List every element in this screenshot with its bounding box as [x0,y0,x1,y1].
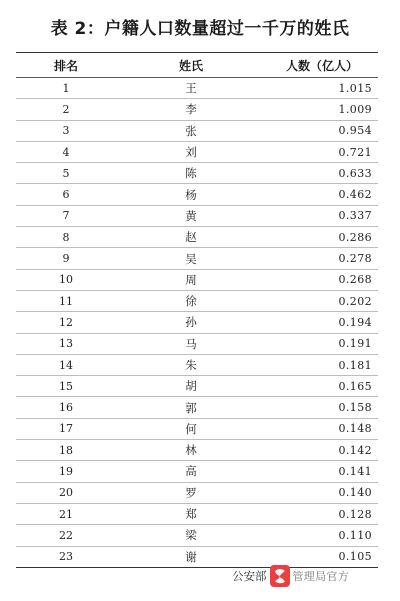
rank-cell: 8 [16,227,116,248]
table-row [16,397,378,418]
population-cell: 1.009 [266,99,378,120]
table-row [16,184,378,205]
population-cell: 0.191 [266,333,378,354]
rank-cell: 14 [16,354,116,375]
table-row [16,163,378,184]
table-row [16,503,378,524]
surname-cell: 朱 [116,354,266,375]
rank-cell: 9 [16,248,116,269]
surname-table [16,52,378,568]
surname-cell: 徐 [116,290,266,311]
table-row [16,248,378,269]
table-row [16,269,378,290]
table-row [16,440,378,461]
header-rank: 排名 [16,53,116,78]
header-row [16,53,378,78]
population-cell: 0.141 [266,461,378,482]
surname-cell: 张 [116,120,266,141]
table-body [16,78,378,568]
rank-cell: 4 [16,141,116,162]
population-cell: 0.105 [266,546,378,567]
population-cell: 0.268 [266,269,378,290]
surname-cell: 吴 [116,248,266,269]
surname-cell: 胡 [116,376,266,397]
surname-cell: 陈 [116,163,266,184]
surname-cell: 郑 [116,503,266,524]
table-row [16,78,378,99]
population-cell: 0.158 [266,397,378,418]
rank-cell: 17 [16,418,116,439]
rank-cell: 23 [16,546,116,567]
population-cell: 0.954 [266,120,378,141]
population-cell: 0.337 [266,205,378,226]
rank-cell: 12 [16,312,116,333]
surname-cell: 马 [116,333,266,354]
surname-cell: 郭 [116,397,266,418]
table-row [16,525,378,546]
rank-cell: 21 [16,503,116,524]
rank-cell: 18 [16,440,116,461]
table-row [16,354,378,375]
table-row [16,482,378,503]
surname-cell: 周 [116,269,266,290]
surname-cell: 孙 [116,312,266,333]
table-row [16,418,378,439]
surname-cell: 谢 [116,546,266,567]
population-cell: 1.015 [266,78,378,99]
population-cell: 0.128 [266,503,378,524]
table-row [16,141,378,162]
table-row [16,333,378,354]
rank-cell: 22 [16,525,116,546]
rank-cell: 2 [16,99,116,120]
table-row [16,312,378,333]
population-cell: 0.462 [266,184,378,205]
population-cell: 0.140 [266,482,378,503]
surname-cell: 李 [116,99,266,120]
rank-cell: 10 [16,269,116,290]
header-surname: 姓氏 [116,53,266,78]
population-cell: 0.110 [266,525,378,546]
population-cell: 0.633 [266,163,378,184]
brand-logo-icon [270,565,290,587]
surname-cell: 刘 [116,141,266,162]
table-row [16,205,378,226]
table-header [16,53,378,78]
population-cell: 0.194 [266,312,378,333]
watermark-text-right: 管理局官方 [292,570,349,583]
surname-cell: 罗 [116,482,266,503]
population-cell: 0.142 [266,440,378,461]
rank-cell: 1 [16,78,116,99]
rank-cell: 20 [16,482,116,503]
surname-cell: 高 [116,461,266,482]
population-cell: 0.181 [266,354,378,375]
population-cell: 0.165 [266,376,378,397]
table-row [16,461,378,482]
table-row [16,290,378,311]
rank-cell: 13 [16,333,116,354]
population-cell: 0.148 [266,418,378,439]
rank-cell: 11 [16,290,116,311]
table-row [16,227,378,248]
rank-cell: 16 [16,397,116,418]
population-cell: 0.286 [266,227,378,248]
watermark-text-left: 公安部 [232,569,267,583]
table-row [16,99,378,120]
table-row [16,376,378,397]
population-cell: 0.721 [266,141,378,162]
surname-cell: 杨 [116,184,266,205]
surname-cell: 赵 [116,227,266,248]
rank-cell: 5 [16,163,116,184]
rank-cell: 6 [16,184,116,205]
rank-cell: 3 [16,120,116,141]
surname-cell: 何 [116,418,266,439]
rank-cell: 7 [16,205,116,226]
surname-cell: 黄 [116,205,266,226]
surname-cell: 梁 [116,525,266,546]
rank-cell: 15 [16,376,116,397]
table-row [16,120,378,141]
population-cell: 0.278 [266,248,378,269]
source-watermark [232,562,349,590]
surname-cell: 林 [116,440,266,461]
document-title: 表 2：户籍人口数量超过一千万的姓氏 [50,19,350,39]
population-cell: 0.202 [266,290,378,311]
surname-cell: 王 [116,78,266,99]
rank-cell: 19 [16,461,116,482]
header-population: 人数（亿人） [266,53,378,78]
surname-table-container [16,52,378,568]
